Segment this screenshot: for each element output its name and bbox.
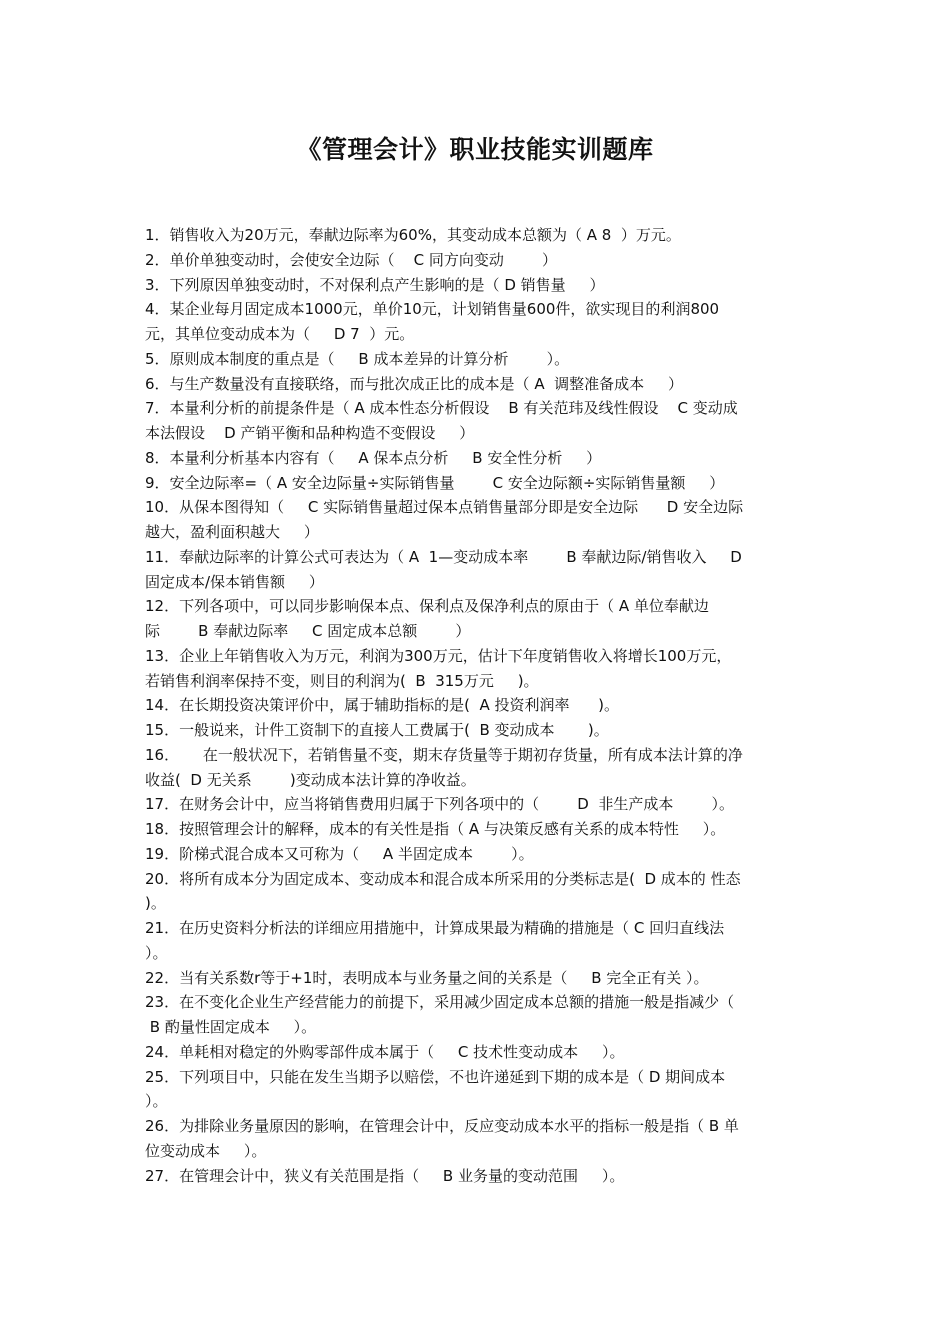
question-item [145,693,810,718]
question-item [145,1065,810,1115]
question-line: 收益( D 无关系 )变动成本法计算的净收益。 [145,770,476,789]
question-item [145,223,810,248]
question-line: 26．为排除业务量原因的影响，在管理会计中，反应变动成本水平的指标一般是指（ B 单 [145,1117,739,1135]
question-item [145,842,810,867]
question-item [145,594,810,644]
question-list [145,223,810,1188]
question-item [145,867,810,917]
question-line: 25．下列项目中，只能在发生当期予以赔偿，不也许递延到下期的成本是（ D 期间成本 [145,1067,726,1086]
question-item [145,248,810,273]
question-item [145,743,810,793]
question-line: 固定成本/保本销售额 ） [145,572,324,591]
question-line: 位变动成本 ）。 [145,1141,267,1160]
question-line: 11．奉献边际率的计算公式可表达为（ A 1—变动成本率 B 奉献边际/销售收入 D [145,547,742,566]
question-line: 元，其单位变动成本为（ D 7 ）元。 [145,325,415,343]
question-item [145,297,810,347]
question-line: 越大，盈利面积越大 ） [145,523,319,541]
question-line: 19．阶梯式混合成本又可称为（ A 半固定成本 ）。 [145,844,534,863]
question-line: 17．在财务会计中，应当将销售费用归属于下列各项中的（ D 非生产成本 ）。 [145,795,734,814]
question-line: 16． 在一般状况下，若销售量不变，期末存货量等于期初存货量，所有成本法计算的净 [145,745,743,764]
question-item [145,446,810,471]
question-line: 13．企业上年销售收入为万元，利润为300万元，估计下年度销售收入将增长100万元， [145,646,732,665]
question-item [145,545,810,595]
question-line: 14．在长期投资决策评价中，属于辅助指标的是( A 投资利润率 )。 [145,696,619,715]
question-line: 若销售利润率保持不变，则目的利润为( B 315万元 )。 [145,671,539,690]
question-item [145,966,810,991]
question-line: 20．将所有成本分为固定成本、变动成本和混合成本所采用的分类标志是( D 成本的 性态 [145,869,741,888]
question-item [145,990,810,1040]
question-line: 22．当有关系数r等于+1时，表明成本与业务量之间的关系是（ B 完全正有关 ）。 [145,968,709,987]
document-title: 《管理会计》职业技能实训题库 [296,135,654,164]
question-line: ）。 [145,1092,168,1111]
question-item [145,495,810,545]
question-line: 27．在管理会计中，狭义有关范围是指（ B 业务量的变动范围 ）。 [145,1166,625,1185]
question-line: 2．单价单独变动时，会使安全边际（ C 同方向变动 ） [145,250,558,269]
question-item [145,1040,810,1065]
question-line: 7．本量利分析的前提条件是（ A 成本性态分析假设 B 有关范玮及线性假设 C 变动成 [145,399,738,418]
question-item [145,1114,810,1164]
question-line: 际 B 奉献边际率 C 固定成本总额 ） [145,622,471,640]
question-item [145,471,810,496]
question-item [145,273,810,298]
question-item [145,1164,810,1189]
question-line: 12．下列各项中，可以同步影响保本点、保利点及保净利点的原由于（ A 单位奉献边 [145,597,709,616]
question-line: )。 [145,894,166,913]
question-line: 1．销售收入为20万元，奉献边际率为60%，其变动成本总额为（ A 8 ）万元。 [145,226,681,244]
question-line: 本法假设 D 产销平衡和品种构造不变假设 ） [145,424,475,442]
question-line: 3．下列原因单独变动时，不对保利点产生影响的是（ D 销售量 ） [145,275,605,294]
question-line: 18．按照管理会计的解释，成本的有关性是指（ A 与决策反感有关系的成本特性 ）。 [145,820,726,838]
question-line: B 酌量性固定成本 ）。 [145,1018,317,1036]
question-item [145,916,810,966]
question-line: 8．本量利分析基本内容有（ A 保本点分析 B 安全性分析 ） [145,448,602,467]
question-item [145,347,810,372]
question-item [145,718,810,743]
question-item [145,396,810,446]
question-line: 9．安全边际率=（ A 安全边际量÷实际销售量 C 安全边际额÷实际销售量额 ） [145,473,725,492]
question-line: 24．单耗相对稳定的外购零部件成本属于（ C 技术性变动成本 ）。 [145,1042,625,1061]
question-item [145,644,810,694]
question-line: 23．在不变化企业生产经营能力的前提下，采用减少固定成本总额的措施一般是指减少（ [145,993,735,1012]
question-item [145,372,810,397]
question-line: 15．一般说来，计件工资制下的直接人工费属于( B 变动成本 )。 [145,721,609,739]
question-line: 4．某企业每月固定成本1000元，单价10元，计划销售量600件，欲实现目的利润800 [145,300,720,319]
question-item [145,817,810,842]
question-line: 6．与生产数量没有直接联络，而与批次成正比的成本是（ A 调整准备成本 ） [145,374,683,393]
question-line: 5．原则成本制度的重点是（ B 成本差异的计算分析 ）。 [145,349,570,368]
question-line: ）。 [145,943,168,962]
question-item [145,792,810,817]
question-line: 21．在历史资料分析法的详细应用措施中，计算成果最为精确的措施是（ C 回归直线法 [145,919,725,937]
question-line: 10．从保本图得知（ C 实际销售量超过保本点销售量部分即是安全边际 D 安全边际 [145,498,744,517]
